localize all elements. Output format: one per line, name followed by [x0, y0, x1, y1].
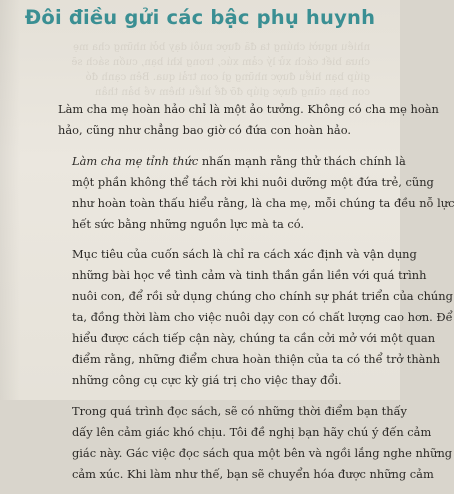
text-line: [58, 286, 453, 307]
text-segment: Làm cha mẹ hoàn hảo chỉ là một ảo tưởng. Không có cha mẹ hoàn: [58, 102, 439, 116]
text-line: [58, 401, 407, 422]
text-segment: những bài học về tình cảm và tinh thần gắn liền với quá trình: [72, 268, 427, 283]
text-segment: những công cụ cực kỳ giá trị cho việc thay đổi.: [72, 372, 342, 387]
text-segment: Trong quá trình đọc sách, sẽ có những thời điểm bạn thấy: [72, 403, 407, 418]
text-segment: cảm xúc. Khi làm như thế, bạn sẽ chuyển hóa được những cảm: [72, 466, 434, 481]
text-line: [58, 193, 454, 214]
book-title-emphasis: Làm cha mẹ tỉnh thức: [72, 153, 199, 168]
text-line: [58, 120, 383, 141]
text-segment: dấy lên cảm giác khó chịu. Tôi đề nghị bạn hãy chú ý đến cảm: [72, 424, 432, 439]
paragraph: [58, 99, 439, 141]
bleed-line: chưa biết cách xử lý cảm xúc, trong khi bạn, cuốn sách sẽ: [71, 57, 370, 68]
text-line: [58, 422, 432, 443]
paragraph: [58, 244, 453, 390]
text-segment: điểm rằng, những điểm chưa hoàn thiện của ta có thể trở thành: [72, 351, 441, 366]
text-segment: hết sức bằng những nguồn lực mà ta có.: [72, 216, 305, 231]
text-line: [58, 151, 406, 172]
bleed-line: giúp bạn hiểu được những gì con trải qua. Bên cạnh đó: [85, 72, 370, 83]
text-line: [58, 307, 453, 328]
text-segment: một phần không thể tách rời khi nuôi dưỡng một đứa trẻ, cũng: [72, 174, 434, 189]
text-line: [58, 172, 434, 193]
bleed-line: con bạn cũng được giúp đỡ để hiểu thêm về bản thân: [94, 87, 370, 98]
text-line: [58, 99, 439, 120]
text-segment: hảo, cũng như chẳng bao giờ có đứa con hoàn hảo.: [58, 122, 351, 137]
text-segment: hiểu được cách tiếp cận này, chúng ta cần cởi mở với một quan: [72, 331, 436, 346]
text-line: [58, 370, 383, 391]
text-line: [58, 464, 434, 485]
text-segment: giác này. Gác việc đọc sách qua một bên và ngồi lắng nghe những: [72, 445, 453, 460]
paragraph: [58, 401, 453, 485]
text-segment: Mục tiêu của cuốn sách là chỉ ra cách xác định và vận dụng: [72, 247, 417, 262]
bleed-through-text: [40, 40, 370, 100]
text-line: [58, 443, 453, 464]
text-line: [58, 328, 436, 349]
text-segment: như hoàn toàn thấu hiểu rằng, là cha mẹ, mỗi chúng ta đều nỗ lực: [72, 195, 454, 210]
text-line: [58, 349, 441, 370]
text-line: [58, 244, 417, 265]
body-text: [58, 99, 454, 494]
text-segment: ta, đồng thời làm cho việc nuôi dạy con có chất lượng cao hơn. Để: [72, 310, 453, 325]
page-title: Đôi điều gửi các bậc phụ huynh: [24, 6, 376, 29]
bleed-line: nhiều người chúng ta đã được nuôi dạy bởi những cha mẹ: [73, 42, 370, 53]
text-line: [58, 214, 383, 235]
page-gutter-shadow: [0, 0, 20, 400]
paragraph: [58, 151, 454, 235]
text-line: [58, 265, 427, 286]
text-segment: nhấn mạnh rằng thử thách chính là: [198, 153, 406, 168]
text-segment: nuôi con, để rồi sử dụng chúng cho chính sự phát triển của chúng: [72, 289, 453, 304]
